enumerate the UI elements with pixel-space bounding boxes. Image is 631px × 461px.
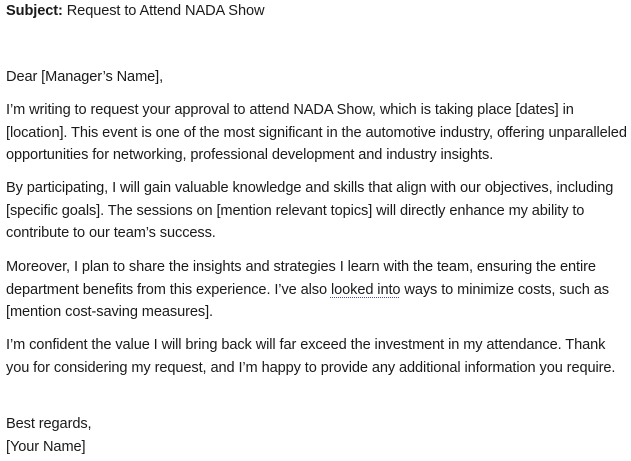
- sign-off: [6, 413, 92, 458]
- subject-line: [6, 0, 264, 23]
- body-paragraph-4: I’m confident the value I will bring back will far exceed the investment in my attendance. Thank you for considering my request, and I’m happy to provide any additional information you require.: [6, 337, 616, 376]
- body-paragraph-1: I’m writing to request your approval to attend NADA Show, which is taking place [dates] in [location]. This event is one of the most significant in the automotive industry, offering unparalleled opportunities for networking, professional development and industry insights.: [6, 102, 627, 164]
- body-paragraph-3: [6, 256, 630, 324]
- grammar-flagged-phrase[interactable]: looked into: [330, 281, 401, 298]
- signature-text: [Your Name]: [6, 438, 86, 455]
- greeting: Dear [Manager’s Name],: [6, 69, 164, 85]
- paragraph-3-text-end: ways to minimize costs, such as [mention cost-saving measures].: [6, 281, 609, 321]
- closing-text: Best regards,: [6, 416, 92, 432]
- paragraph-3-text-start: Moreover, I plan to share the insights and strategies I learn with the team, ensuring the entire department benefits from this experience. I’ve also: [6, 259, 596, 298]
- subject-text: Request to Attend NADA Show: [62, 3, 265, 19]
- body-paragraph-2: By participating, I will gain valuable knowledge and skills that align with our objectives, including [specific goals]. The sessions on [mention relevant topics] will directly enhance my ability to contribute to our team’s success.: [6, 180, 614, 242]
- subject-label: Subject:: [6, 3, 63, 19]
